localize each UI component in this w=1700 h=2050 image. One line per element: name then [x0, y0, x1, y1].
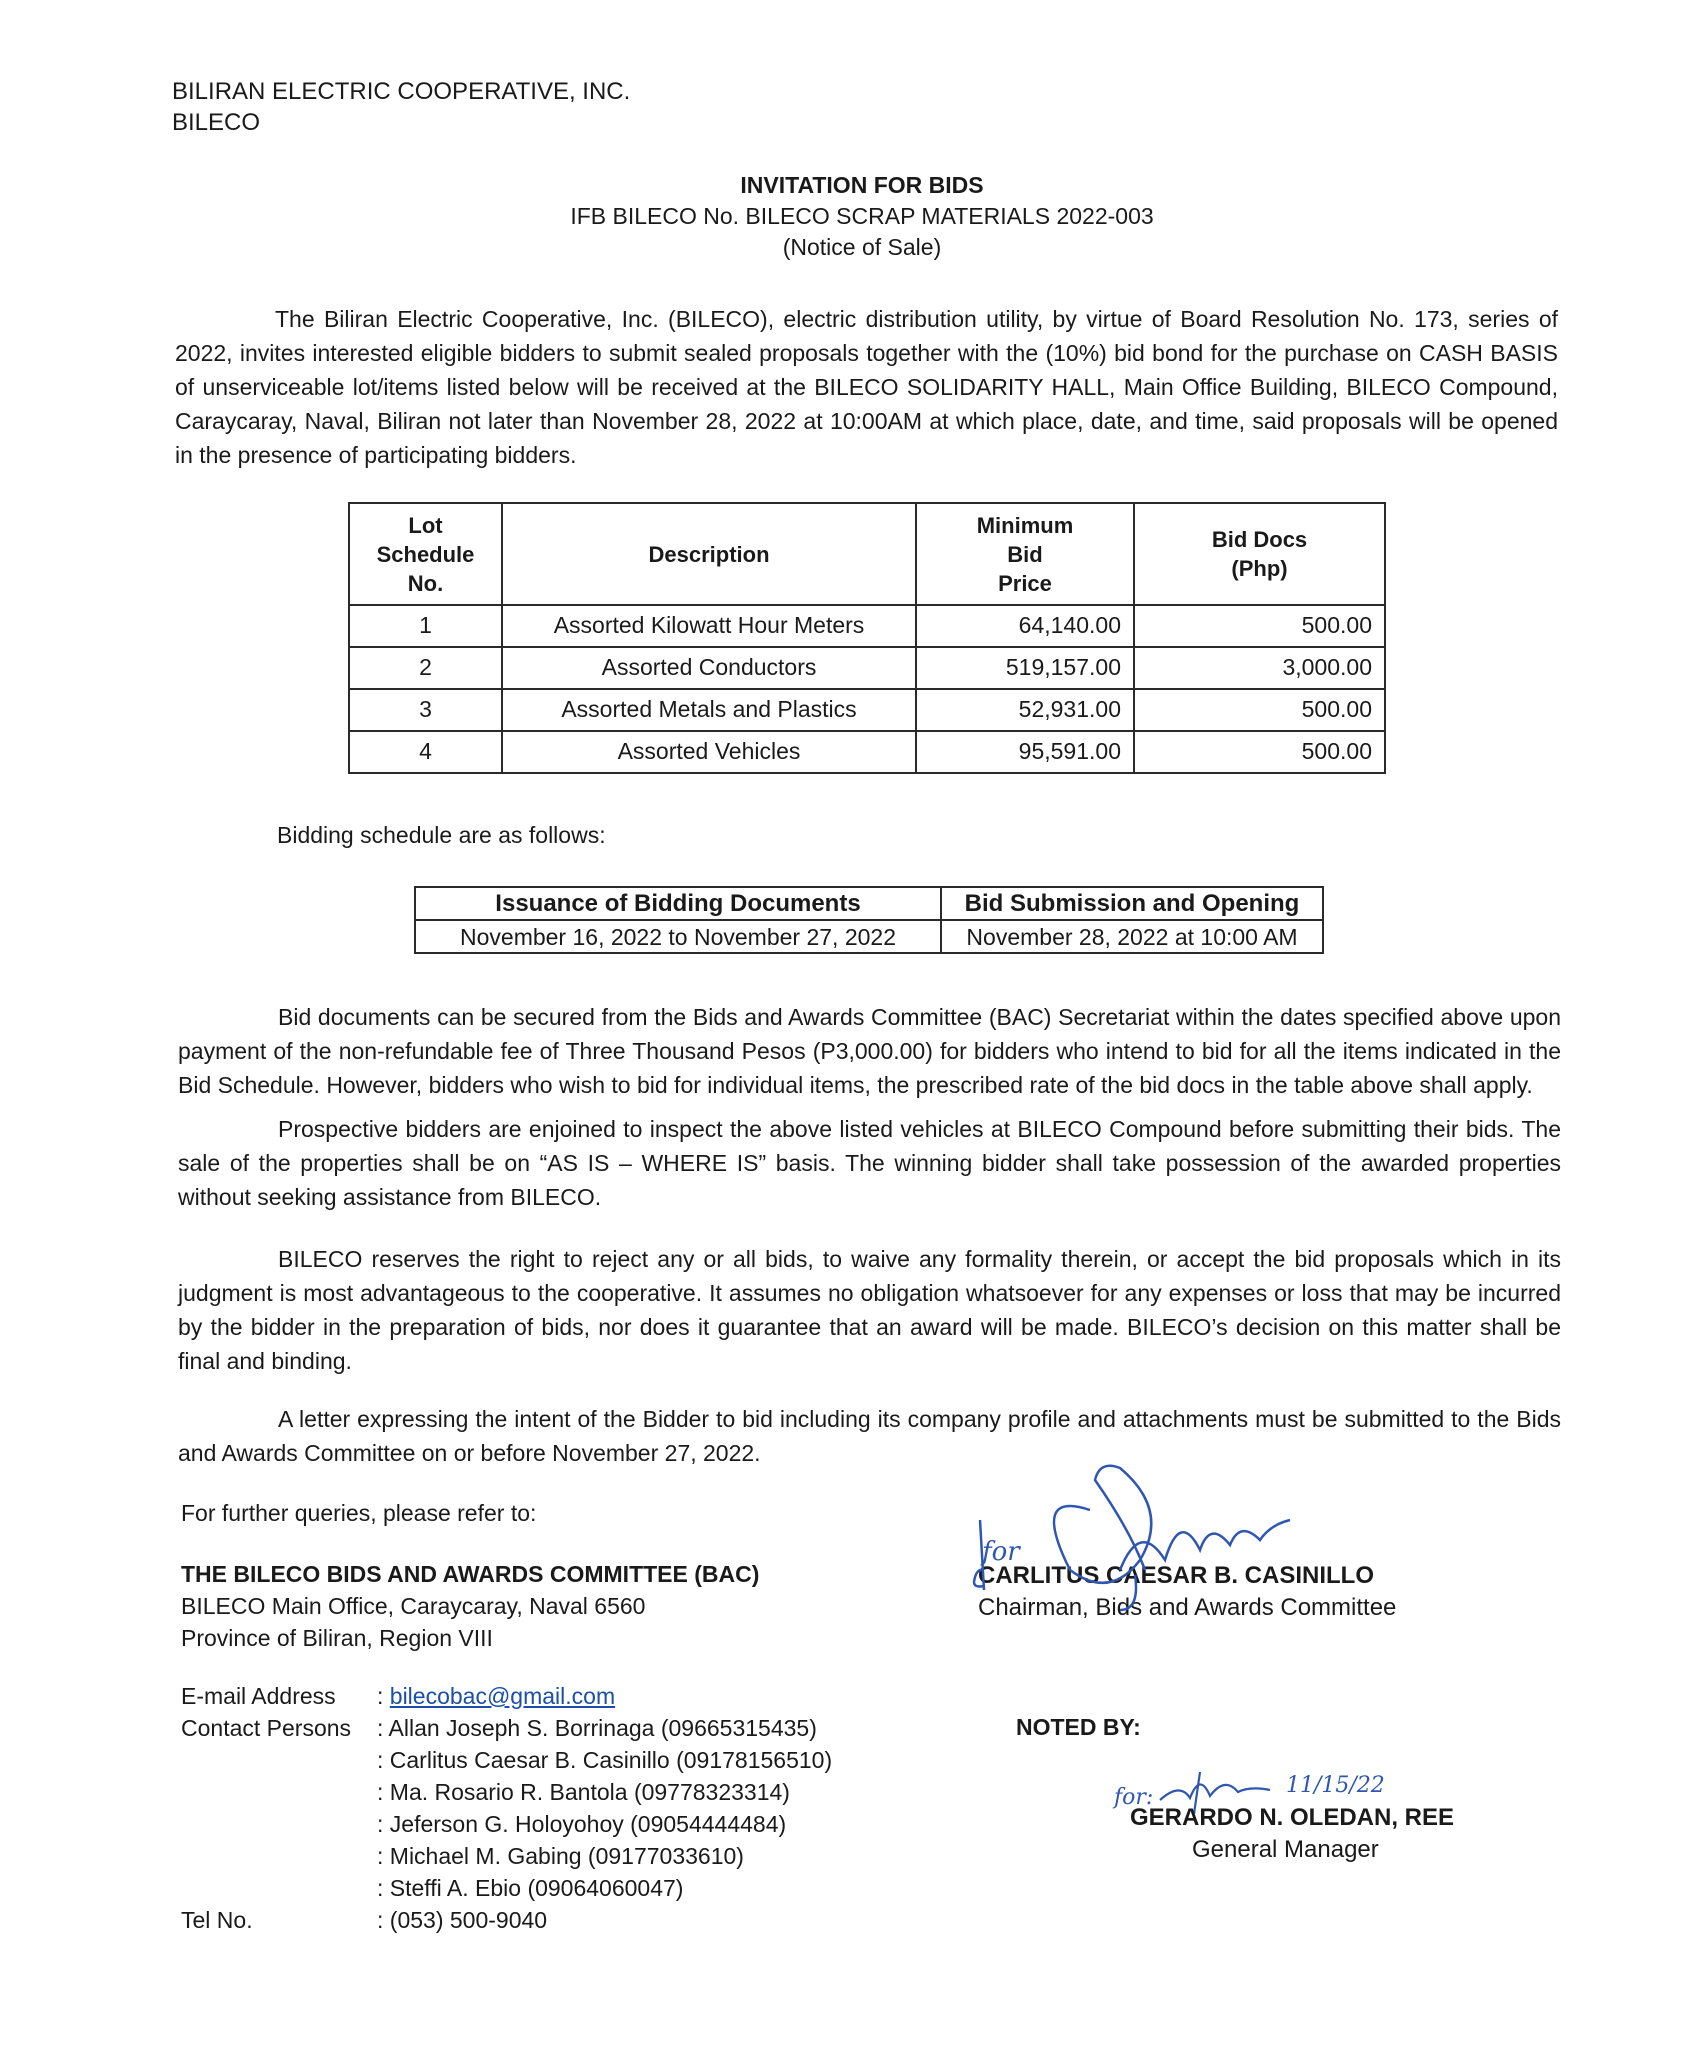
bid-documents-paragraph: Bid documents can be secured from the Bids and Awards Committee (BAC) Secretariat within the dates specified above upon payment of the non-refundable fee of Three Thousand Pesos (P3,000.00) for bidders who intend to bid for all the items indicated in the Bid Schedule. However, bidders who wish to bid for individual items, the prescribed rate of the bid docs in the table above shall apply.	[178, 1004, 1561, 1098]
email-label: E-mail Address	[181, 1683, 336, 1709]
inspection-paragraph: Prospective bidders are enjoined to inspect the above listed vehicles at BILECO Compound before submitting their bids. The sale of the properties shall be on “AS IS – WHERE IS” basis. The winning bidder shall take possession of the awarded properties without seeking assistance from BILECO.	[178, 1116, 1561, 1210]
lot-description: Assorted Vehicles	[502, 731, 916, 773]
tel-label: Tel No.	[181, 1907, 253, 1933]
table-row	[349, 689, 1385, 731]
intro-text: The Biliran Electric Cooperative, Inc. (BILECO), electric distribution utility, by virtue of Board Resolution No. 173, series of 2022, invites interested eligible bidders to submit sealed proposals together with the (10%) bid bond for the purchase on CASH BASIS of unserviceable lot/items listed below will be received at the BILECO SOLIDARITY HALL, Main Office Building, BILECO Compound, Caraycaray, Naval, Biliran not later than November 28, 2022 at 10:00AM at which place, date, and time, said proposals will be opened in the presence of participating bidders.	[175, 306, 1558, 468]
email-row: E-mail Address : bilecobac@gmail.com	[181, 1680, 832, 1712]
header-price: Minimum Bid Price	[916, 503, 1134, 605]
lot-price: 64,140.00	[916, 605, 1134, 647]
lot-number: 2	[349, 647, 502, 689]
header-lot: Lot Schedule No.	[349, 503, 502, 605]
contact-person-row	[181, 1808, 832, 1840]
contact-person: : Steffi A. Ebio (09064060047)	[377, 1875, 684, 1901]
doc-title: INVITATION FOR BIDS	[740, 172, 984, 198]
schedule-header-submission: Bid Submission and Opening	[941, 887, 1323, 920]
contact-person-row	[181, 1872, 832, 1904]
contact-person-row	[181, 1712, 832, 1744]
lot-description: Assorted Metals and Plastics	[502, 689, 916, 731]
contact-person: : Jeferson G. Holoyohoy (09054444484)	[377, 1811, 787, 1837]
schedule-table	[414, 886, 1324, 954]
contact-person: : Ma. Rosario R. Bantola (09778323314)	[377, 1779, 790, 1805]
contact-person: : Michael M. Gabing (09177033610)	[377, 1843, 744, 1869]
lot-description: Assorted Conductors	[502, 647, 916, 689]
email-link[interactable]: bilecobac@gmail.com	[389, 1683, 616, 1709]
lots-header-row	[349, 503, 1385, 605]
handwritten-for-2: for:	[1114, 1785, 1154, 1810]
bac-address-line1: BILECO Main Office, Caraycaray, Naval 6560	[181, 1593, 646, 1619]
company-abbreviation: BILECO	[172, 109, 261, 136]
lot-price: 52,931.00	[916, 689, 1134, 731]
signatory-name: CARLITUS CAESAR B. CASINILLO	[978, 1562, 1374, 1589]
lot-price: 95,591.00	[916, 731, 1134, 773]
noted-by-label: NOTED BY:	[1016, 1714, 1141, 1740]
signatory-manager	[1130, 1802, 1454, 1866]
table-row	[349, 731, 1385, 773]
bac-name: THE BILECO BIDS AND AWARDS COMMITTEE (BAC)	[181, 1561, 760, 1587]
contact-person-row	[181, 1776, 832, 1808]
bac-address-line2: Province of Biliran, Region VIII	[181, 1625, 493, 1651]
contacts-block	[181, 1680, 832, 1936]
doc-reference: IFB BILECO No. BILECO SCRAP MATERIALS 2022-003	[570, 203, 1154, 229]
handwritten-date: 11/15/22	[1286, 1773, 1385, 1798]
lot-description: Assorted Kilowatt Hour Meters	[502, 605, 916, 647]
chairman-signature	[970, 1450, 1300, 1600]
contact-persons-label: Contact Persons	[181, 1715, 352, 1741]
table-row	[349, 647, 1385, 689]
title-block	[0, 170, 1700, 263]
contact-person: : Allan Joseph S. Borrinaga (09665315435)	[377, 1715, 817, 1741]
schedule-header-issuance: Issuance of Bidding Documents	[415, 887, 941, 920]
bac-block	[181, 1558, 759, 1654]
lot-bid-docs: 3,000.00	[1134, 647, 1385, 689]
company-name: BILIRAN ELECTRIC COOPERATIVE, INC.	[172, 78, 631, 105]
lot-number: 4	[349, 731, 502, 773]
table-row	[415, 920, 1323, 953]
signatory-title: General Manager	[1192, 1836, 1379, 1863]
schedule-intro: Bidding schedule are as follows:	[277, 822, 606, 848]
lot-bid-docs: 500.00	[1134, 605, 1385, 647]
contact-person-row	[181, 1744, 832, 1776]
tel-row	[181, 1904, 832, 1936]
lot-bid-docs: 500.00	[1134, 731, 1385, 773]
tel-number: : (053) 500-9040	[377, 1907, 548, 1933]
queries-text: For further queries, please refer to:	[181, 1500, 537, 1526]
table-row	[349, 605, 1385, 647]
intro-paragraph	[175, 302, 1558, 472]
handwritten-for-1: for	[982, 1537, 1020, 1567]
schedule-issuance-dates: November 16, 2022 to November 27, 2022	[415, 920, 941, 953]
contact-person: : Carlitus Caesar B. Casinillo (09178156510)	[377, 1747, 833, 1773]
schedule-submission-date: November 28, 2022 at 10:00 AM	[941, 920, 1323, 953]
signatory-title: Chairman, Bids and Awards Committee	[978, 1594, 1397, 1621]
header-description: Description	[502, 503, 916, 605]
doc-note: (Notice of Sale)	[782, 234, 942, 260]
lot-number: 3	[349, 689, 502, 731]
lot-price: 519,157.00	[916, 647, 1134, 689]
signatory-name: GERARDO N. OLEDAN, REE	[1130, 1804, 1455, 1831]
reservation-paragraph: BILECO reserves the right to reject any or all bids, to waive any formality therein, or accept the bid proposals which in its judgment is most advantageous to the cooperative. It assumes no obligation whatsoever for any expenses or loss that may be incurred by the bidder in the preparation of bids, nor does it guarantee that an award will be made. BILECO’s decision on this matter shall be final and binding.	[178, 1246, 1561, 1374]
lot-bid-docs: 500.00	[1134, 689, 1385, 731]
company-header	[172, 76, 630, 138]
schedule-header-row	[415, 887, 1323, 920]
contact-person-row	[181, 1840, 832, 1872]
header-bid-docs: Bid Docs (Php)	[1134, 503, 1385, 605]
lot-number: 1	[349, 605, 502, 647]
letter-paragraph: A letter expressing the intent of the Bidder to bid including its company profile and attachments must be submitted to the Bids and Awards Committee on or before November 27, 2022.	[178, 1406, 1561, 1466]
lots-table	[348, 502, 1386, 774]
